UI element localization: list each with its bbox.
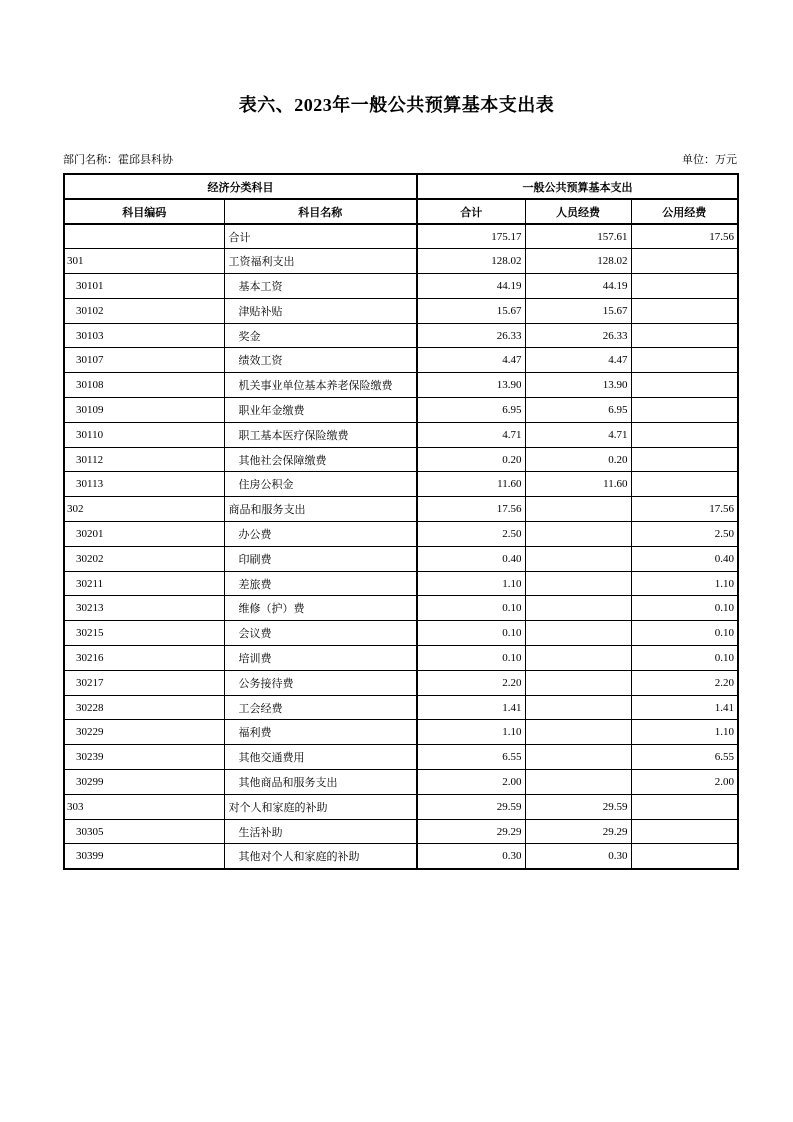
row-total-cell: 6.55	[417, 745, 525, 770]
row-public-cell: 1.41	[631, 695, 738, 720]
row-name-cell: 工会经费	[224, 695, 417, 720]
row-total-cell: 0.10	[417, 621, 525, 646]
col-header-personnel: 人员经费	[525, 199, 631, 224]
row-name-cell: 对个人和家庭的补助	[224, 794, 417, 819]
row-public-cell: 1.10	[631, 720, 738, 745]
row-code-cell: 30107	[64, 348, 224, 373]
table-row	[64, 695, 738, 720]
row-public-cell: 2.00	[631, 770, 738, 795]
row-public-cell: 2.50	[631, 522, 738, 547]
row-code-cell: 30216	[64, 646, 224, 671]
row-code-cell: 30202	[64, 546, 224, 571]
row-public-cell	[631, 472, 738, 497]
row-personnel-cell	[525, 695, 631, 720]
row-personnel-cell: 128.02	[525, 249, 631, 274]
table-row	[64, 670, 738, 695]
row-total-cell: 15.67	[417, 298, 525, 323]
row-name-cell: 福利费	[224, 720, 417, 745]
row-public-cell	[631, 398, 738, 423]
table-row	[64, 274, 738, 299]
row-total-cell: 6.95	[417, 398, 525, 423]
row-name-cell: 住房公积金	[224, 472, 417, 497]
row-name-cell: 生活补助	[224, 819, 417, 844]
row-name-cell: 印刷费	[224, 546, 417, 571]
table-row	[64, 522, 738, 547]
row-personnel-cell	[525, 770, 631, 795]
row-total-cell: 1.10	[417, 720, 525, 745]
col-header-public: 公用经费	[631, 199, 738, 224]
table-row	[64, 398, 738, 423]
budget-table	[63, 173, 739, 870]
table-row	[64, 497, 738, 522]
row-name-cell: 会议费	[224, 621, 417, 646]
row-personnel-cell: 13.90	[525, 373, 631, 398]
row-total-cell: 0.20	[417, 447, 525, 472]
row-personnel-cell	[525, 621, 631, 646]
row-total-cell: 2.00	[417, 770, 525, 795]
row-name-cell: 基本工资	[224, 274, 417, 299]
table-row	[64, 447, 738, 472]
row-public-cell: 0.10	[631, 621, 738, 646]
row-personnel-cell: 4.47	[525, 348, 631, 373]
row-total-cell: 4.71	[417, 422, 525, 447]
row-name-cell: 机关事业单位基本养老保险缴费	[224, 373, 417, 398]
col-header-name: 科目名称	[224, 199, 417, 224]
row-public-cell	[631, 274, 738, 299]
row-name-cell: 其他交通费用	[224, 745, 417, 770]
row-code-cell: 30399	[64, 844, 224, 869]
col-header-code: 科目编码	[64, 199, 224, 224]
table-row	[64, 323, 738, 348]
row-public-cell: 0.10	[631, 596, 738, 621]
row-code-cell: 30217	[64, 670, 224, 695]
row-personnel-cell: 0.30	[525, 844, 631, 869]
row-code-cell: 30112	[64, 447, 224, 472]
row-total-cell: 17.56	[417, 497, 525, 522]
row-personnel-cell: 157.61	[525, 224, 631, 249]
row-code-cell: 30113	[64, 472, 224, 497]
row-code-cell: 30201	[64, 522, 224, 547]
table-row	[64, 770, 738, 795]
row-code-cell: 303	[64, 794, 224, 819]
row-name-cell: 商品和服务支出	[224, 497, 417, 522]
row-public-cell	[631, 794, 738, 819]
row-total-cell: 2.50	[417, 522, 525, 547]
row-code-cell: 30239	[64, 745, 224, 770]
table-meta-row	[63, 153, 737, 168]
row-code-cell: 30229	[64, 720, 224, 745]
row-total-cell: 1.10	[417, 571, 525, 596]
row-name-cell: 津贴补贴	[224, 298, 417, 323]
row-total-cell: 13.90	[417, 373, 525, 398]
row-total-cell: 29.59	[417, 794, 525, 819]
row-total-cell: 0.10	[417, 646, 525, 671]
row-personnel-cell	[525, 670, 631, 695]
row-public-cell	[631, 249, 738, 274]
row-total-cell: 0.10	[417, 596, 525, 621]
table-row	[64, 298, 738, 323]
table-row	[64, 745, 738, 770]
row-name-cell: 其他商品和服务支出	[224, 770, 417, 795]
table-row	[64, 646, 738, 671]
row-total-cell: 175.17	[417, 224, 525, 249]
table-row	[64, 720, 738, 745]
row-public-cell: 17.56	[631, 497, 738, 522]
row-personnel-cell	[525, 571, 631, 596]
row-personnel-cell: 29.59	[525, 794, 631, 819]
row-name-cell: 公务接待费	[224, 670, 417, 695]
table-row	[64, 819, 738, 844]
row-name-cell: 办公费	[224, 522, 417, 547]
table-row	[64, 348, 738, 373]
row-personnel-cell: 6.95	[525, 398, 631, 423]
row-code-cell: 30108	[64, 373, 224, 398]
row-code-cell: 30103	[64, 323, 224, 348]
row-name-cell: 工资福利支出	[224, 249, 417, 274]
table-row	[64, 844, 738, 869]
table-row	[64, 571, 738, 596]
row-total-cell: 2.20	[417, 670, 525, 695]
row-public-cell	[631, 298, 738, 323]
row-personnel-cell	[525, 745, 631, 770]
row-code-cell: 30213	[64, 596, 224, 621]
row-public-cell: 0.40	[631, 546, 738, 571]
row-name-cell: 合计	[224, 224, 417, 249]
column-header-row	[64, 199, 738, 224]
table-row	[64, 249, 738, 274]
row-total-cell: 29.29	[417, 819, 525, 844]
row-code-cell: 30215	[64, 621, 224, 646]
row-public-cell: 2.20	[631, 670, 738, 695]
row-code-cell: 302	[64, 497, 224, 522]
row-name-cell: 职业年金缴费	[224, 398, 417, 423]
table-row	[64, 422, 738, 447]
row-personnel-cell	[525, 546, 631, 571]
table-row	[64, 596, 738, 621]
table-row	[64, 472, 738, 497]
row-name-cell: 其他对个人和家庭的补助	[224, 844, 417, 869]
row-personnel-cell	[525, 497, 631, 522]
row-name-cell: 维修（护）费	[224, 596, 417, 621]
row-public-cell: 1.10	[631, 571, 738, 596]
row-name-cell: 其他社会保障缴费	[224, 447, 417, 472]
table-row	[64, 621, 738, 646]
row-name-cell: 奖金	[224, 323, 417, 348]
row-code-cell: 30101	[64, 274, 224, 299]
row-personnel-cell: 26.33	[525, 323, 631, 348]
row-total-cell: 128.02	[417, 249, 525, 274]
row-public-cell	[631, 447, 738, 472]
row-public-cell	[631, 844, 738, 869]
row-total-cell: 11.60	[417, 472, 525, 497]
row-public-cell	[631, 373, 738, 398]
header-group-row	[64, 174, 738, 199]
row-total-cell: 1.41	[417, 695, 525, 720]
row-personnel-cell	[525, 646, 631, 671]
department-name: 部门名称：霍邱县科协	[63, 154, 173, 166]
row-personnel-cell	[525, 596, 631, 621]
row-name-cell: 职工基本医疗保险缴费	[224, 422, 417, 447]
row-public-cell: 0.10	[631, 646, 738, 671]
row-total-cell: 0.40	[417, 546, 525, 571]
table-row	[64, 224, 738, 249]
row-public-cell: 6.55	[631, 745, 738, 770]
row-code-cell: 30228	[64, 695, 224, 720]
row-personnel-cell: 29.29	[525, 819, 631, 844]
row-code-cell	[64, 224, 224, 249]
row-code-cell: 30102	[64, 298, 224, 323]
row-name-cell: 绩效工资	[224, 348, 417, 373]
row-personnel-cell: 0.20	[525, 447, 631, 472]
row-name-cell: 差旅费	[224, 571, 417, 596]
row-personnel-cell: 4.71	[525, 422, 631, 447]
table-body	[64, 224, 738, 869]
row-personnel-cell: 15.67	[525, 298, 631, 323]
header-group-economic: 经济分类科目	[64, 174, 417, 199]
row-code-cell: 30299	[64, 770, 224, 795]
row-public-cell	[631, 348, 738, 373]
page-title: 表六、2023年一般公共预算基本支出表	[238, 95, 555, 115]
header-group-budget: 一般公共预算基本支出	[417, 174, 738, 199]
row-total-cell: 0.30	[417, 844, 525, 869]
row-public-cell	[631, 422, 738, 447]
row-personnel-cell	[525, 720, 631, 745]
table-row	[64, 794, 738, 819]
row-code-cell: 30305	[64, 819, 224, 844]
row-code-cell: 301	[64, 249, 224, 274]
row-name-cell: 培训费	[224, 646, 417, 671]
row-personnel-cell: 44.19	[525, 274, 631, 299]
table-row	[64, 546, 738, 571]
unit-label: 单位：万元	[682, 154, 737, 166]
row-total-cell: 4.47	[417, 348, 525, 373]
row-personnel-cell	[525, 522, 631, 547]
row-public-cell	[631, 819, 738, 844]
row-code-cell: 30211	[64, 571, 224, 596]
row-total-cell: 26.33	[417, 323, 525, 348]
row-personnel-cell: 11.60	[525, 472, 631, 497]
row-code-cell: 30110	[64, 422, 224, 447]
col-header-total: 合计	[417, 199, 525, 224]
table-row	[64, 373, 738, 398]
row-total-cell: 44.19	[417, 274, 525, 299]
row-code-cell: 30109	[64, 398, 224, 423]
row-public-cell: 17.56	[631, 224, 738, 249]
row-public-cell	[631, 323, 738, 348]
